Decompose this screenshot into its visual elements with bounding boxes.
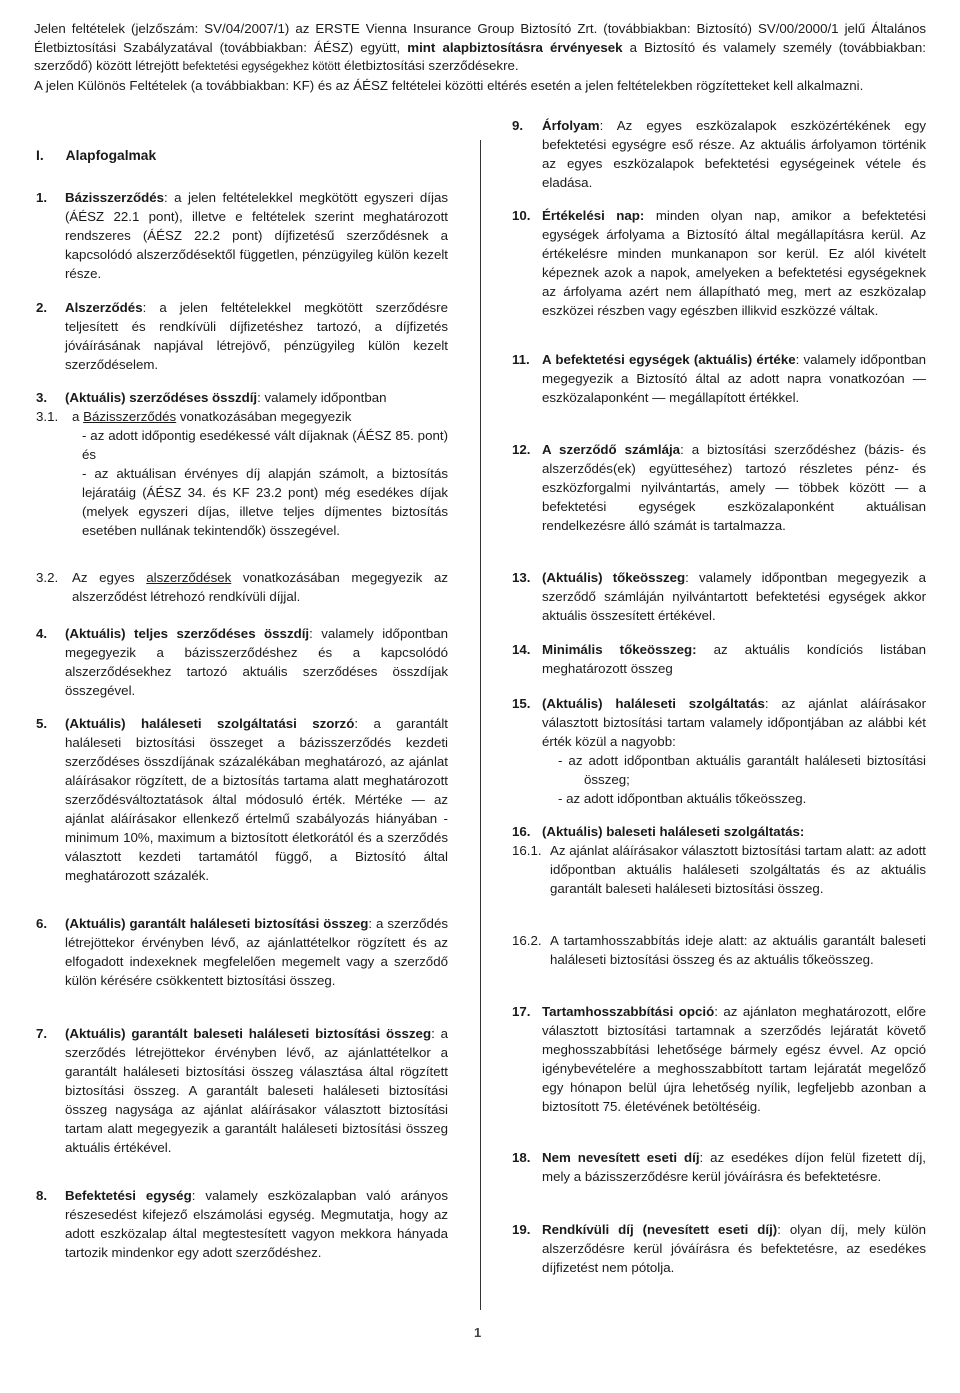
definition-item-2: 2. Alszerződés: a jelen feltételekkel megkötött szerződésre teljesített és rendkívüli díjfizetéshez tartozó, a díjfizetés jóváírásának napjával létrejövő, pénzügyileg külön kezelt szerződéselem. — [36, 300, 448, 372]
definition-item-9: 9. Árfolyam: Az egyes eszközalapok eszközértékének egy befektetési egységre eső része. Az aktuális árfolyamon történik az egyes eszközalapok befektetési egységeinek vétele és eladása. — [512, 118, 926, 190]
page-number: 1 — [474, 1325, 482, 1340]
column-divider — [480, 140, 481, 1310]
definition-item-1: 1. Bázisszerződés: a jelen feltételekkel megkötött egyszeri díjas (ÁÉSZ 22.1 pont), illetve e feltételek szerint meghatározott rendszeres (ÁÉSZ 22.2 pont) díjfizetésű szerződésnek a kapcsolódó alszerződésektől független, pénzügyileg külön kezelt része. — [36, 190, 448, 281]
definition-item-12: 12. A szerződő számlája: a biztosítási szerződéshez (bázis- és alszerződés(ek) együtteséhez) tartozó részletes pénz- és eszközforgalmi nyilvántartás, amely — többek között — a befektetési egységek eszközalaponként aktuálisan rendelkezésre álló számát is tartalmazza. — [512, 442, 926, 533]
definition-item-13: 13. (Aktuális) tőkeösszeg: valamely időpontban megegyezik a szerződő számláján nyilvántartott befektetési egységek akkor aktuális összesített értékével. — [512, 570, 926, 623]
intro-paragraph-2: A jelen Különös Feltételek (a továbbiakban: KF) és az ÁÉSZ feltételei közötti eltérés esetén a jelen feltételekben rögzítetteket kell alkalmazni. — [34, 77, 864, 93]
section-heading: I. Alapfogalmak — [36, 148, 157, 163]
definition-item-6: 6. (Aktuális) garantált haláleseti biztosítási összeg: a szerződés létrejöttekor érvényben lévő, az ajánlattételkor rögzített és az elfogadott indexeknek megfelelően megemelt vagy a szerződő külön kérésére csökkentett biztosítási összeg. — [36, 916, 448, 988]
definition-item-16-1: 16.1. Az ajánlat aláírásakor választott biztosítási tartam alatt: az adott időpontban aktuális haláleseti szolgáltatás és az aktuális garantált baleseti haláleseti biztosítási összeg. — [512, 843, 926, 896]
definition-item-15: 15. (Aktuális) haláleseti szolgáltatás: az ajánlat aláírásakor választott biztosítási tartam valamely időpontjában az alábbi két érték közül a nagyobb: - az adott időpontban aktuális garantált haláleseti biztosítási összeg; - az adott időpontban aktuális tőkeösszeg. — [512, 696, 926, 806]
definition-item-11: 11. A befektetési egységek (aktuális) értéke: valamely időpontban megegyezik a Biztosító által az adott napra vonatkozóan — eszközalaponként — megállapított értékkel. — [512, 352, 927, 405]
definition-item-4: 4. (Aktuális) teljes szerződéses összdíj: valamely időpontban megegyezik a bázisszerződéshez és a kapcsolódó alszerződésekhez tartozó aktuális szerződéses összdíjak összegével. — [36, 626, 449, 698]
definition-item-5: 5. (Aktuális) haláleseti szolgáltatási szorzó: a garantált haláleseti biztosítási összeget a bázisszerződés kezdeti szerződéses összdíjának százalékában meghatározó, az ajánlat aláírásakor rögzített, de a biztosítás tartama alatt meghatározott szerződésváltoztatások által módosuló érték. Mértéke — az ajánlat aláírásakor ellenkező értelmű szabályozás hiányában - minimum 10%, maximum a biztosított életkorától és a szerződés választott kezdeti tartamától függő, a Biztosító által meghatározott százalék. — [36, 716, 448, 883]
item15-dash-1: - az adott időpontban aktuális garantált haláleseti biztosítási összeg; — [558, 753, 926, 787]
definition-item-3: 3. (Aktuális) szerződéses összdíj: valamely időpontban — [36, 390, 387, 405]
definition-item-14: 14. Minimális tőkeösszeg: az aktuális kondíciós listában meghatározott összeg — [512, 642, 926, 676]
item15-dash-2: - az adott időpontban aktuális tőkeösszeg. — [558, 791, 807, 806]
intro-block — [34, 20, 926, 95]
definition-item-17: 17. Tartamhosszabbítási opció: az ajánlaton meghatározott, előre választott biztosítási tartamnak a szerződés lejáratát követő meghosszabbítási lehetősége bármely egész évvel. Az opció igénybevételére a meghosszabbított tartam lejáratát megelőző egy hónapon belül újra lehetőség nyílik, legfeljebb azonban a biztosított 75. életévének betöltéséig. — [512, 1004, 926, 1114]
intro-paragraph-1: Jelen feltételek (jelzőszám: SV/04/2007/1) az ERSTE Vienna Insurance Group Biztosító Zrt. (továbbiakban: Biztosító) SV/00/2000/1 jelű Általános Életbiztosítási Szabályzatával (továbbiakban: ÁÉSZ) együtt, mint alapbiztosításra érvényesek a Biztosító és valamely személy (továbbiakban: szerződő) között létrejött befektetési egységekhez kötött életbiztosítási szerződésekre. — [34, 21, 926, 74]
definition-item-18: 18. Nem nevesített eseti díj: az esedékes díjon felül fizetett díj, mely a bázisszerződésre kerül jóváírásra és befektetésre. — [512, 1150, 926, 1184]
definition-item-19: 19. Rendkívüli díj (nevesített eseti díj): olyan díj, mely külön alszerződésre kerül jóváírásra és befektetésre, az esedékes díjfizetést nem pótolja. — [512, 1222, 927, 1275]
definition-item-16: 16. (Aktuális) baleseti haláleseti szolgáltatás: — [512, 824, 805, 839]
definition-item-16-2: 16.2. A tartamhosszabbítás ideje alatt: az aktuális garantált baleseti haláleseti biztosítási összeg és az aktuális tőkeösszeg. — [512, 933, 926, 967]
definition-item-3-2: 3.2. Az egyes alszerződések vonatkozásában megegyezik az alszerződést létrehozó rendkívüli díjjal. — [36, 570, 448, 604]
definition-item-7: 7. (Aktuális) garantált baleseti haláleseti biztosítási összeg: a szerződés létrejöttekor érvényben lévő, az ajánlattételkor a garantált haláleseti biztosítási összeg választása által rögzített biztosítási összeg. A garantált baleseti haláleseti biztosítási összeg nagysága az ajánlat aláírásakor választott biztosítási tartam alatt megegyezik a garantált haláleseti biztosítási összeg aktuális értékével. — [36, 1026, 448, 1155]
definition-item-8: 8. Befektetési egység: valamely eszközalapban való arányos részesedést kifejező elszámolási egység. Megmutatja, hogy az adott eszközalap által megtestesített vagyon mekkora hányada tartozik mindenkor egy adott szerződéshez. — [36, 1188, 448, 1260]
definition-item-3-1: 3.1. a Bázisszerződés vonatkozásában megegyezik - az adott időpontig esedékessé vált díjaknak (ÁÉSZ 85. pont) és - az aktuálisan érvényes díj alapján számolt, a biztosítás lejáratáig (ÁÉSZ 34. és KF 23.2 pont) még esedékes díjak (melyek egyszeri díjas, illetve teljes díjmentes biztosítás esetében nullának tekintendők) összegével. — [36, 409, 448, 538]
definition-item-10: 10. Értékelési nap: minden olyan nap, amikor a befektetési egységek árfolyama a Biztosító által megállapításra kerül. Az értékelésre minden munkanapon sor kerül. Ez alól kivételt képeznek azok a napok, amelyeken a befektetési egységeknek az árfolyama azért nem állapítható meg, mert az eszközalap eszközei részben vagy egészben illikvid eszközzé váltak. — [512, 208, 927, 318]
